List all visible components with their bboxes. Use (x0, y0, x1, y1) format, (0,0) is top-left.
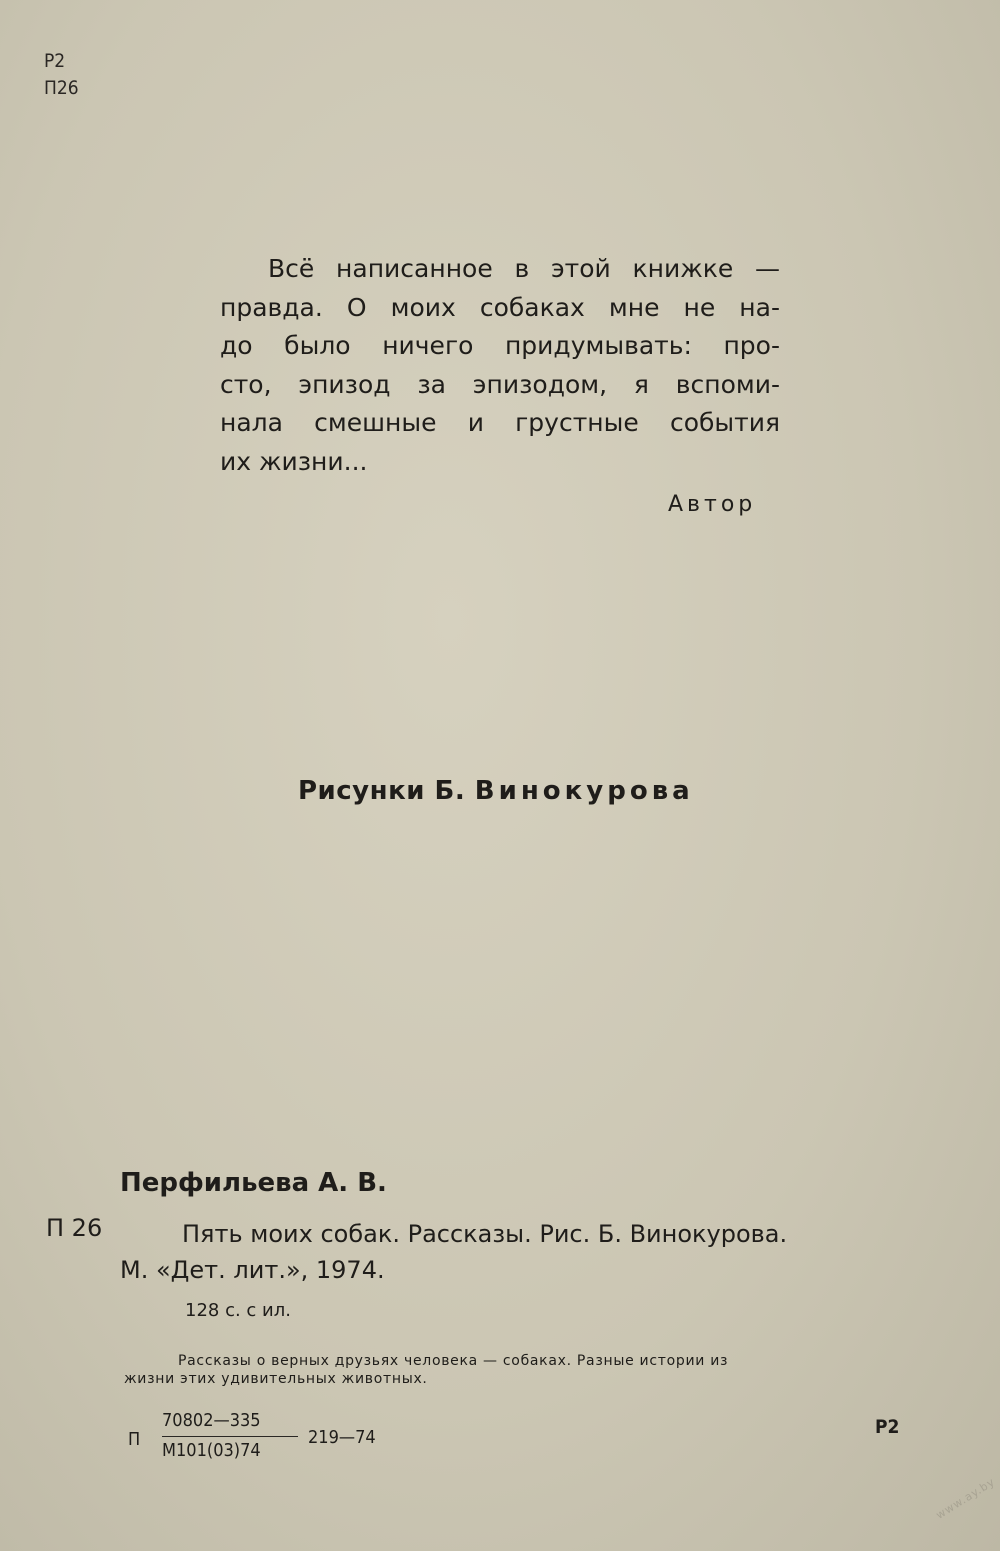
epigraph-line: до было ничего придумывать: про- (220, 331, 780, 360)
catalog-index: П 26 (46, 1214, 103, 1242)
fraction-rule (162, 1436, 298, 1437)
classmark-line-2: П26 (44, 77, 79, 99)
epigraph-line: нала смешные и грустные события (220, 408, 780, 437)
epigraph-line: сто, эпизод за эпизодом, я вспоми- (220, 369, 780, 399)
epigraph (220, 250, 780, 481)
code-tail: 219—74 (308, 1427, 376, 1448)
publisher-code (128, 1410, 428, 1470)
library-classmark (44, 48, 79, 102)
epigraph-line: Всё написанное в этой книжке — (268, 254, 780, 283)
illustrator-credit (298, 776, 694, 806)
code-numerator: 70802—335 (162, 1410, 261, 1431)
illustrator-prefix: Рисунки Б. (298, 776, 466, 806)
epigraph-line: их жизни... (220, 446, 368, 476)
catalog-pages: 128 с. с ил. (185, 1300, 291, 1321)
code-prefix: П (128, 1429, 141, 1450)
code-denominator: М101(03)74 (162, 1440, 261, 1461)
catalog-author: Перфильева А. В. (120, 1168, 387, 1198)
watermark: www.ay.by (933, 1475, 998, 1522)
annotation-line: Рассказы о верных друзьях человека — собаках. Разные истории из (178, 1353, 729, 1369)
illustrator-name: Винокурова (474, 776, 694, 806)
catalog-description (120, 1216, 900, 1288)
classmark-line-1: Р2 (44, 50, 66, 72)
catalog-description-line: М. «Дет. лит.», 1974. (120, 1256, 385, 1284)
epigraph-line: правда. О моих собаках мне не на- (220, 292, 780, 322)
classmark-bottom: Р2 (875, 1416, 900, 1438)
catalog-description-line: Пять моих собак. Рассказы. Рис. Б. Винокурова. (182, 1220, 788, 1248)
epigraph-signature: Автор (668, 492, 757, 517)
annotation-line: жизни этих удивительных животных. (124, 1371, 428, 1387)
catalog-annotation (124, 1352, 900, 1388)
